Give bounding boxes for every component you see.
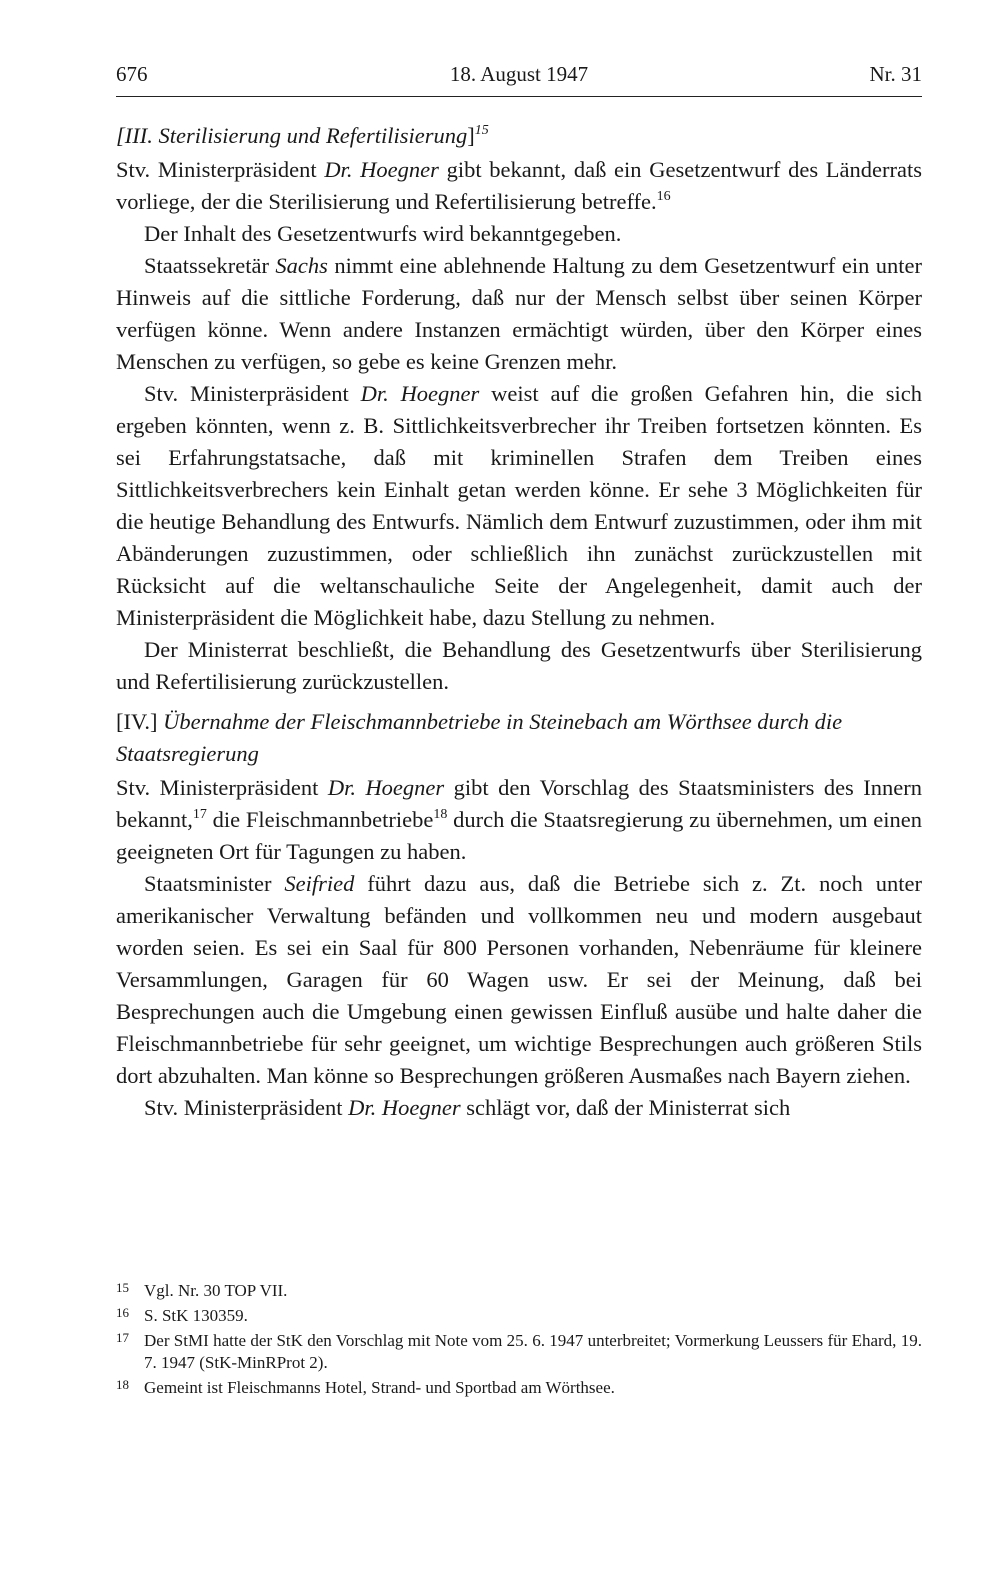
footnote-ref: 16 [656,189,671,204]
page-number: 676 [116,62,148,86]
person-name: Hoegner [365,775,445,800]
footnote-text: Vgl. Nr. 30 TOP VII. [144,1281,288,1300]
heading-title: Übernahme der Fleischmannbetriebe in Steinebach am Wörthsee durch die Staatsregierung [116,709,843,766]
footnote-number: 18 [116,1377,129,1392]
text-run: Stv. Ministerpräsident [144,1095,349,1120]
footnote-ref: 17 [192,807,207,822]
paragraph [116,1092,922,1124]
paragraph [116,868,922,1092]
text-run: Stv. Ministerpräsident [116,157,325,182]
text-run: gibt den Vorschlag des Staatsministers des Innern bekannt, [116,775,923,832]
text-run: Staatsminister [144,871,285,896]
heading-number: [IV.] [116,709,158,734]
person-name: Hoegner [381,1095,461,1120]
heading-number: [III. [116,123,153,148]
section-heading-iv [116,706,922,770]
text-run: die Fleischmannbetriebe [206,807,434,832]
issue-number: Nr. 31 [869,62,922,86]
section-heading-iii [116,120,922,152]
paragraph [116,772,922,868]
footnote-number: 15 [116,1280,129,1295]
paragraph [116,250,922,378]
text-run: durch die Staatsregierung zu übernehmen, um einen geeigneten Ort für Tagungen zu haben. [116,807,922,864]
footnote [116,1305,922,1327]
text-run: Staatssekretär [144,253,276,278]
footnote-ref: 15 [474,123,489,138]
paragraph [116,378,922,634]
title-dr: Dr. [324,157,353,182]
text-run: Stv. Ministerpräsident [116,775,328,800]
footnote-number: 16 [116,1305,129,1320]
text-run: schlägt vor, daß der Ministerrat sich [460,1095,791,1120]
person-name: Sachs [275,253,328,278]
title-dr: Dr. [327,775,356,800]
heading-bracket: ] [467,123,475,148]
text-run: führt dazu aus, daß die Betriebe sich z. Zt. noch unter amerikanischer Verwaltung befänden und vollkommen neu und modern ausgebaut worden seien. Es sei ein Saal für 800 Personen vorhanden, Nebenräume für kleinere Versammlungen, Garagen für 60 Wagen usw. Er sei der Meinung, daß bei Besprechungen auch die Umgebung einen gewissen Einfluß ausübe und halte daher die Fleischmannbetriebe für sehr geeignet, um wichtige Besprechungen auch größeren Stils dort abzuhalten. Man könne so Besprechungen größeren Ausmaßes nach Bayern ziehen. [116,871,922,1088]
paragraph: Der Inhalt des Gesetzentwurfs wird bekanntgegeben. [144,221,622,246]
text-run: nimmt eine ablehnende Haltung zu dem Gesetzentwurf ein unter Hinweis auf die sittliche Forderung, daß nur der Mensch selbst über seinen Körper verfügen könne. Wenn andere Instanzen ermächtigt würden, über den Körper eines Menschen zu verfügen, so gebe es keine Grenzen mehr. [116,253,923,374]
footnote [116,1377,922,1399]
running-header [116,62,922,97]
header-date: 18. August 1947 [449,62,589,86]
footnote-ref: 18 [433,807,448,822]
paragraph [116,154,922,218]
footnotes [116,1280,922,1402]
title-dr: Dr. [360,381,389,406]
person-name: Hoegner [360,157,439,182]
paragraph: Der Ministerrat beschließt, die Behandlung des Gesetzentwurfs über Sterilisierung und Refertilisierung zurückzustellen. [116,637,922,694]
footnote [116,1280,922,1302]
footnote [116,1330,922,1374]
text-run: gibt bekannt, daß ein Gesetzentwurf des Länderrats vorliege, der die Sterilisierung und Refertilisierung betreffe. [116,157,923,214]
person-name: Seifried [284,871,355,896]
text-run: weist auf die großen Gefahren hin, die sich ergeben könnten, wenn z. B. Sittlichkeitsverbrecher ihr Treiben fortsetzen könnten. Es sei Erfahrungstatsache, daß mit kriminellen Strafen dem Treiben eines Sittlichkeitsverbrechers kein Einhalt getan werden könne. Er sehe 3 Möglichkeiten für die heutige Behandlung des Entwurfs. Nämlich dem Entwurf zuzustimmen, oder ihm mit Abänderungen zuzustimmen, oder schließlich ihn zunächst zurückzustellen mit Rücksicht auf die weltanschauliche Seite der Angelegenheit, damit auch der Ministerpräsident die Möglichkeit habe, dazu Stellung zu nehmen. [116,381,922,630]
title-dr: Dr. [348,1095,377,1120]
heading-title: Sterilisierung und Refertilisierung [158,123,468,148]
footnote-text: Der StMI hatte der StK den Vorschlag mit Note vom 25. 6. 1947 unterbreitet; Vormerkung Leussers für Ehard, 19. 7. 1947 (StK-MinRProt 2). [144,1331,922,1372]
footnote-text: S. StK 130359. [144,1306,248,1325]
footnote-text: Gemeint ist Fleischmanns Hotel, Strand- und Sportbad am Wörthsee. [144,1378,615,1397]
person-name: Hoegner [400,381,480,406]
main-text [116,112,922,1124]
footnote-number: 17 [116,1330,129,1345]
text-run: Stv. Ministerpräsident [144,381,361,406]
